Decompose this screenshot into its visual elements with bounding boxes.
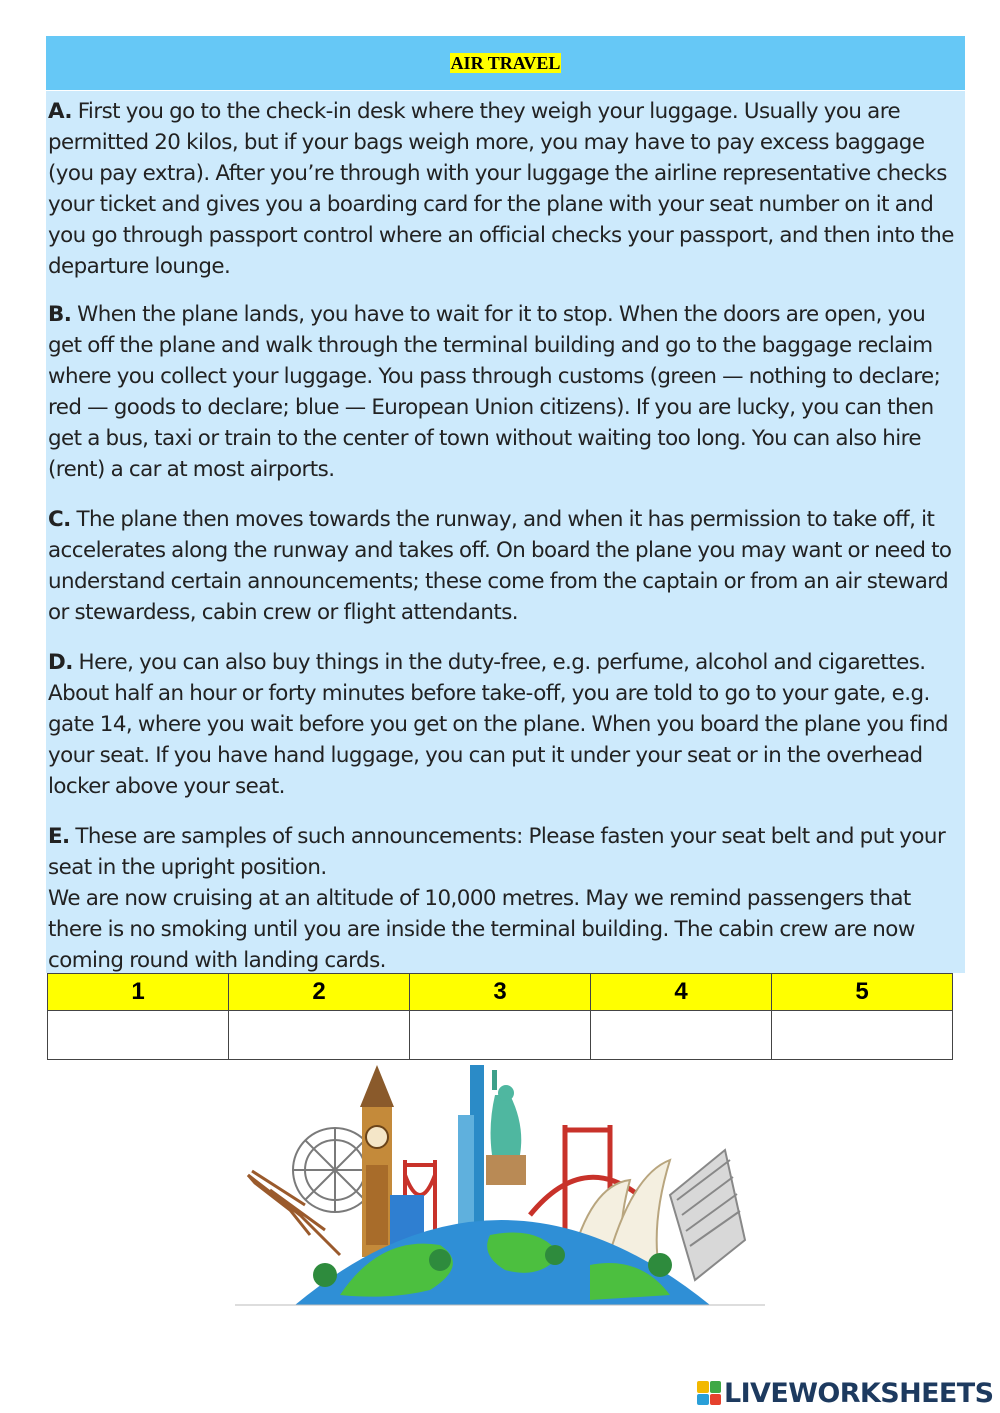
answer-header-4: 4 [591, 974, 772, 1011]
answer-field-3[interactable] [410, 1011, 591, 1060]
world-landmarks-globe-icon [230, 1065, 770, 1310]
paragraph-a [48, 96, 963, 282]
leaning-tower-icon [670, 1150, 745, 1280]
eiffel-tower-icon [248, 1171, 340, 1255]
paragraph-c [48, 504, 963, 628]
answer-header-5: 5 [772, 974, 953, 1011]
paragraph-b [48, 299, 963, 485]
answer-field-2[interactable] [229, 1011, 410, 1060]
paragraph-d [48, 647, 963, 802]
paragraph-text-continued: We are now cruising at an altitude of 10,000 metres. May we remind passengers that there is no smoking until you are inside the terminal building. The cabin crew are now coming round with landing cards. [48, 886, 915, 973]
logo-square-yellow [697, 1381, 709, 1393]
paragraph-label: C. [48, 507, 71, 532]
liveworksheets-brand [697, 1377, 993, 1409]
paragraph-label: D. [48, 650, 73, 675]
paragraph-text: The plane then moves towards the runway, and when it has permission to take off, it accelerates along the runway and takes off. On board the plane you may want or need to understand certain announcements; these come from the captain or from an air steward or stewardess, cabin crew or flight attendants. [48, 507, 952, 625]
worksheet-title: AIR TRAVEL [450, 53, 561, 73]
paragraph-label: B. [48, 302, 72, 327]
paragraph-label: E. [48, 824, 70, 849]
answer-header-3: 3 [410, 974, 591, 1011]
logo-square-blue [697, 1394, 709, 1406]
answer-input-row [48, 1011, 953, 1060]
answer-table [47, 973, 953, 1060]
statue-of-liberty-icon [486, 1070, 526, 1185]
logo-square-green [710, 1381, 722, 1393]
answer-field-5[interactable] [772, 1011, 953, 1060]
title-bar [46, 36, 965, 90]
liveworksheets-logo-icon [697, 1381, 721, 1405]
logo-square-red [710, 1394, 722, 1406]
paragraph-text: Here, you can also buy things in the duty-free, e.g. perfume, alcohol and cigarettes. About half an hour or forty minutes before take-off, you are told to go to your gate, e.g. gate 14, where you wait before you get on the plane. When you board the plane you find your seat. If you have hand luggage, you can put it under your seat or in the overhead locker above your seat. [48, 650, 949, 799]
reading-text-block [46, 91, 965, 973]
paragraph-e [48, 821, 963, 976]
brand-name: LIVEWORKSHEETS [724, 1377, 994, 1409]
paragraph-text: First you go to the check-in desk where they weigh your luggage. Usually you are permitted 20 kilos, but if your bags weigh more, you may have to pay excess baggage (you pay extra). After you’re through with your luggage the airline representative checks your ticket and gives you a boarding card for the plane with your seat number on it and you go through passport control where an official checks your passport, and then into the departure lounge. [48, 99, 954, 279]
big-ben-icon [360, 1065, 394, 1257]
paragraph-text: When the plane lands, you have to wait for it to stop. When the doors are open, you get off the plane and walk through the terminal building and go to the baggage reclaim where you collect your luggage. You pass through customs (green — nothing to declare; red — goods to declare; blue — European Union citizens). If you are lucky, you can then get a bus, taxi or train to the center of town without waiting too long. You can also hire (rent) a car at most airports. [48, 302, 941, 482]
paragraph-text: These are samples of such announcements: Please fasten your seat belt and put your seat in the upright position. [48, 824, 946, 880]
paragraph-label: A. [48, 99, 72, 124]
answer-header-1: 1 [48, 974, 229, 1011]
answer-table-header-row [48, 974, 953, 1011]
answer-header-2: 2 [229, 974, 410, 1011]
answer-field-1[interactable] [48, 1011, 229, 1060]
answer-field-4[interactable] [591, 1011, 772, 1060]
